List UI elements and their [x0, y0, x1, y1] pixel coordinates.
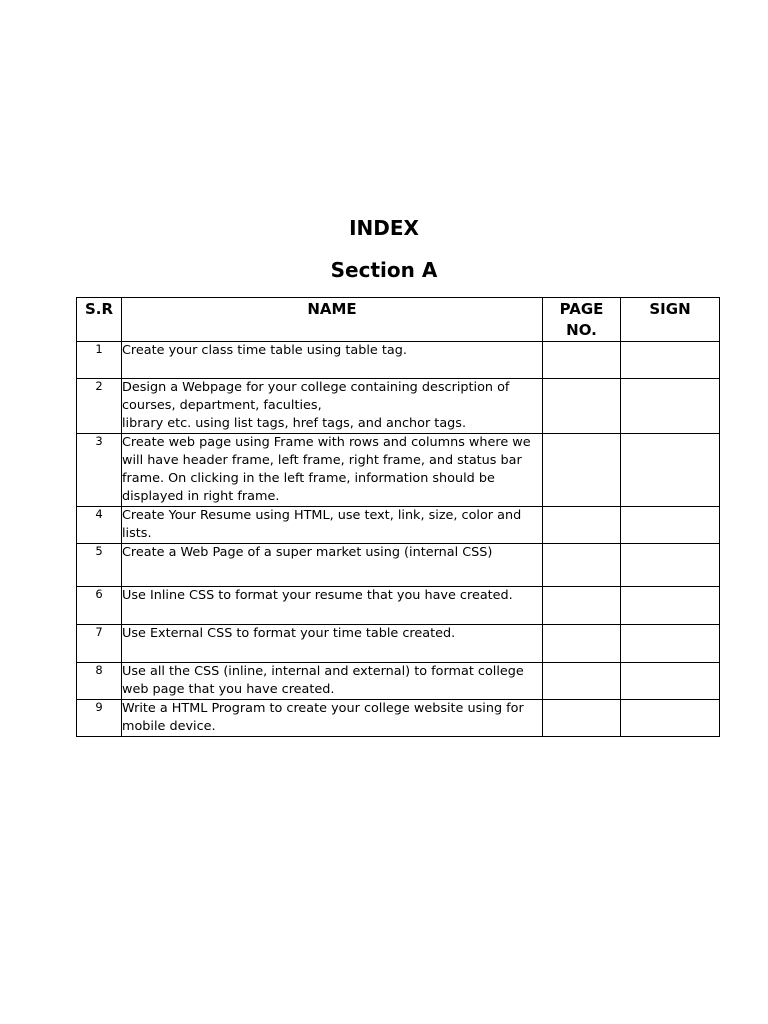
row-sign: [621, 663, 720, 700]
row-page-no: [543, 507, 621, 544]
row-sr: 9: [77, 700, 122, 737]
row-name: Create a Web Page of a super market using (internal CSS): [122, 544, 543, 587]
row-sign: [621, 507, 720, 544]
header-page-no: PAGE NO.: [543, 298, 621, 342]
row-page-no: [543, 544, 621, 587]
table-row: [77, 700, 720, 737]
table-row: [77, 625, 720, 663]
row-name-line: Design a Webpage for your college containing description of courses, department, faculties, library etc. using list tags, href tags, and anchor tags.: [122, 380, 510, 431]
table-row: [77, 342, 720, 379]
table-row: [77, 544, 720, 587]
row-sr: 7: [77, 625, 122, 663]
row-page-no: [543, 379, 621, 434]
row-sr: 6: [77, 587, 122, 625]
row-sign: [621, 379, 720, 434]
row-page-no: [543, 625, 621, 663]
row-name: Use Inline CSS to format your resume that you have created.: [122, 587, 543, 625]
header-sr: S.R: [77, 298, 122, 342]
row-sign: [621, 544, 720, 587]
row-page-no: [543, 587, 621, 625]
row-sign: [621, 625, 720, 663]
row-name: Create your class time table using table tag.: [122, 342, 543, 379]
table-row: [77, 587, 720, 625]
header-sign: SIGN: [621, 298, 720, 342]
index-table: [76, 297, 720, 737]
row-sr: 5: [77, 544, 122, 587]
row-page-no: [543, 700, 621, 737]
row-name: [122, 379, 543, 434]
section-title: Section A: [330, 258, 438, 282]
row-sign: [621, 434, 720, 507]
row-sign: [621, 587, 720, 625]
row-sign: [621, 342, 720, 379]
table-row: [77, 379, 720, 434]
table-row: [77, 434, 720, 507]
table-header-row: [77, 298, 720, 342]
table-row: [77, 507, 720, 544]
row-page-no: [543, 434, 621, 507]
row-sr: 1: [77, 342, 122, 379]
row-sr: 2: [77, 379, 122, 434]
row-name: Use all the CSS (inline, internal and external) to format college web page that you have created.: [122, 663, 543, 700]
row-page-no: [543, 663, 621, 700]
row-name: Create Your Resume using HTML, use text, link, size, color and lists.: [122, 507, 543, 544]
row-page-no: [543, 342, 621, 379]
table-row: [77, 663, 720, 700]
row-name: Use External CSS to format your time table created.: [122, 625, 543, 663]
row-sr: 4: [77, 507, 122, 544]
row-name: Write a HTML Program to create your college website using for mobile device.: [122, 700, 543, 737]
header-name: NAME: [122, 298, 543, 342]
row-sr: 3: [77, 434, 122, 507]
row-sign: [621, 700, 720, 737]
row-sr: 8: [77, 663, 122, 700]
row-name: Create web page using Frame with rows and columns where we will have header frame, left frame, right frame, and status bar frame. On clicking in the left frame, information should be displayed in right frame.: [122, 434, 543, 507]
page-title: INDEX: [349, 216, 419, 240]
